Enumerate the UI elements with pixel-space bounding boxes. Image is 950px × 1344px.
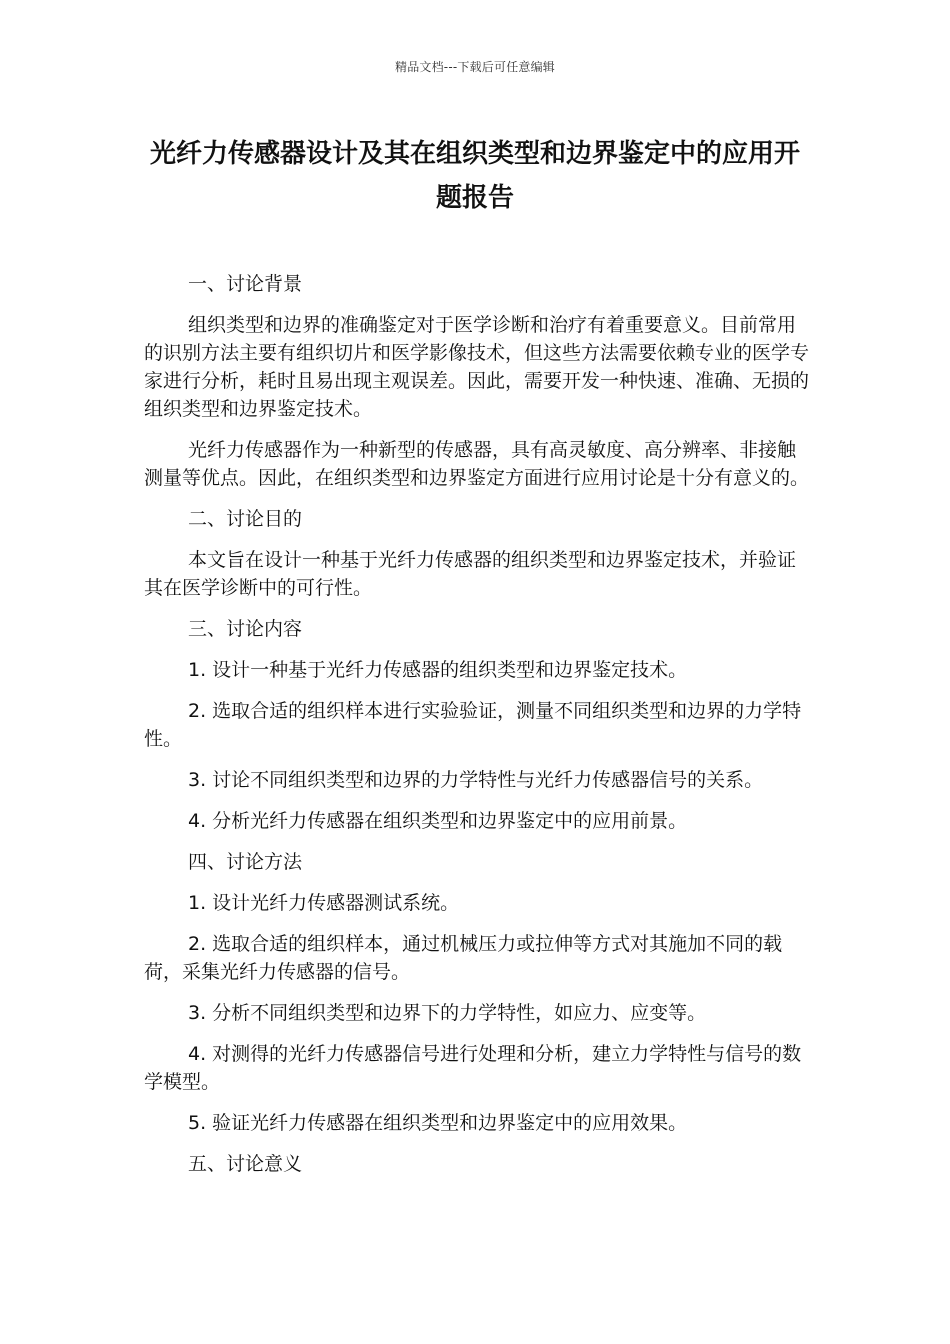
method-list-item: 5. 验证光纤力传感器在组织类型和边界鉴定中的应用效果。	[188, 1112, 688, 1134]
section-heading-significance: 五、讨论意义	[188, 1153, 303, 1175]
background-paragraph-2: 光纤力传感器作为一种新型的传感器，具有高灵敏度、高分辨率、非接触测量等优点。因此，在组织类型和边界鉴定方面进行应用讨论是十分有意义的。	[144, 439, 810, 489]
content-list-item: 4. 分析光纤力传感器在组织类型和边界鉴定中的应用前景。	[188, 810, 688, 832]
section-heading-purpose: 二、讨论目的	[188, 508, 303, 530]
content-list-item: 1. 设计一种基于光纤力传感器的组织类型和边界鉴定技术。	[188, 659, 688, 681]
method-list-item: 1. 设计光纤力传感器测试系统。	[188, 892, 460, 914]
document-body	[144, 270, 812, 1191]
purpose-paragraph: 本文旨在设计一种基于光纤力传感器的组织类型和边界鉴定技术，并验证其在医学诊断中的可行性。	[144, 549, 797, 599]
section-heading-content: 三、讨论内容	[188, 618, 303, 640]
method-list-item: 3. 分析不同组织类型和边界下的力学特性，如应力、应变等。	[188, 1002, 707, 1024]
header-note: 精品文档---下载后可任意编辑	[395, 60, 555, 74]
background-paragraph-1: 组织类型和边界的准确鉴定对于医学诊断和治疗有着重要意义。目前常用的识别方法主要有组织切片和医学影像技术，但这些方法需要依赖专业的医学专家进行分析，耗时且易出现主观误差。因此，需要开发一种快速、准确、无损的组织类型和边界鉴定技术。	[144, 314, 810, 420]
content-list-item: 3. 讨论不同组织类型和边界的力学特性与光纤力传感器信号的关系。	[188, 769, 764, 791]
section-heading-method: 四、讨论方法	[188, 851, 303, 873]
document-title: 光纤力传感器设计及其在组织类型和边界鉴定中的应用开题报告	[149, 139, 800, 213]
section-heading-background: 一、讨论背景	[188, 273, 303, 295]
method-list-item: 2. 选取合适的组织样本，通过机械压力或拉伸等方式对其施加不同的载荷，采集光纤力传感器的信号。	[144, 933, 783, 983]
method-list-item: 4. 对测得的光纤力传感器信号进行处理和分析，建立力学特性与信号的数学模型。	[144, 1043, 802, 1093]
content-list-item: 2. 选取合适的组织样本进行实验验证，测量不同组织类型和边界的力学特性。	[144, 700, 802, 750]
